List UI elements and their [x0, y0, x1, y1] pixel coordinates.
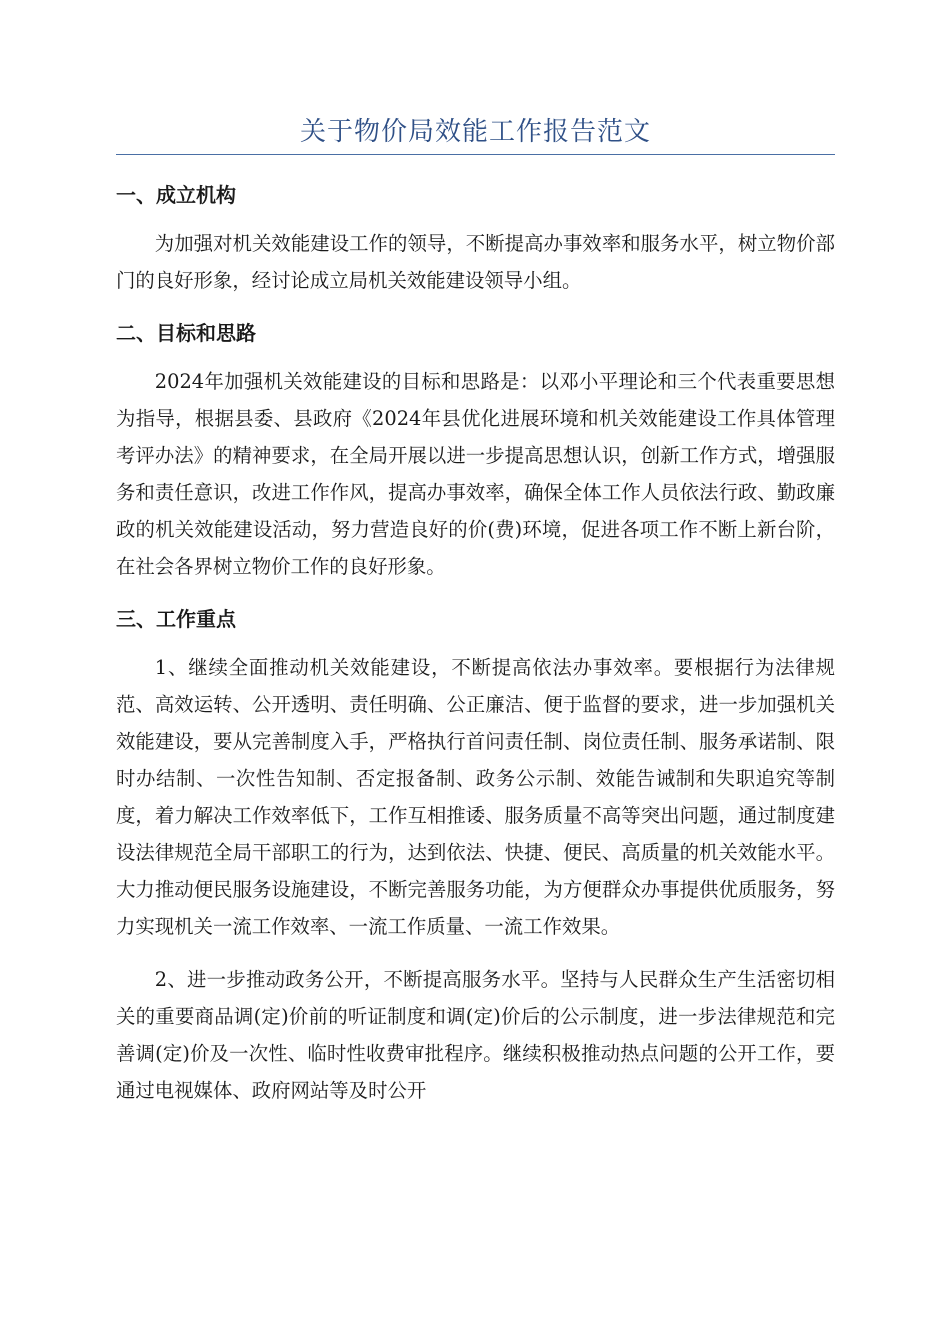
section-work-priorities	[116, 601, 835, 1109]
body-paragraph: 2024年加强机关效能建设的目标和思路是：以邓小平理论和三个代表重要思想为指导，根据县委、县政府《2024年县优化进展环境和机关效能建设工作具体管理考评办法》的精神要求，在全局开展以进一步提高思想认识，创新工作方式，增强服务和责任意识，改进工作作风，提高办事效率，确保全体工作人员依法行政、勤政廉政的机关效能建设活动，努力营造良好的价(费)环境，促进各项工作不断上新台阶，在社会各界树立物价工作的良好形象。	[116, 370, 835, 578]
section-establish-organization	[116, 177, 835, 299]
document-body	[116, 177, 835, 1125]
section-heading: 二、目标和思路	[116, 321, 256, 345]
section-goals-and-approach	[116, 315, 835, 585]
document-title: 关于物价局效能工作报告范文	[299, 117, 651, 147]
section-heading: 三、工作重点	[116, 607, 236, 631]
section-heading: 一、成立机构	[116, 183, 236, 207]
body-paragraph: 1、继续全面推动机关效能建设，不断提高依法办事效率。要根据行为法律规范、高效运转、公开透明、责任明确、公正廉洁、便于监督的要求，进一步加强机关效能建设，要从完善制度入手，严格执行首问责任制、岗位责任制、服务承诺制、限时办结制、一次性告知制、否定报备制、政务公示制、效能告诫制和失职追究等制度，着力解决工作效率低下，工作互相推诿、服务质量不高等突出问题，通过制度建设法律规范全局干部职工的行为，达到依法、快捷、便民、高质量的机关效能水平。大力推动便民服务设施建设，不断完善服务功能，为方便群众办事提供优质服务，努力实现机关一流工作效率、一流工作质量、一流工作效果。	[116, 656, 835, 938]
body-paragraph: 为加强对机关效能建设工作的领导，不断提高办事效率和服务水平，树立物价部门的良好形象，经讨论成立局机关效能建设领导小组。	[116, 232, 835, 292]
body-paragraph: 2、进一步推动政务公开，不断提高服务水平。坚持与人民群众生产生活密切相关的重要商品调(定)价前的听证制度和调(定)价后的公示制度，进一步法律规范和完善调(定)价及一次性、临时性收费审批程序。继续积极推动热点问题的公开工作，要通过电视媒体、政府网站等及时公开	[116, 968, 835, 1102]
title-underline	[116, 154, 835, 155]
